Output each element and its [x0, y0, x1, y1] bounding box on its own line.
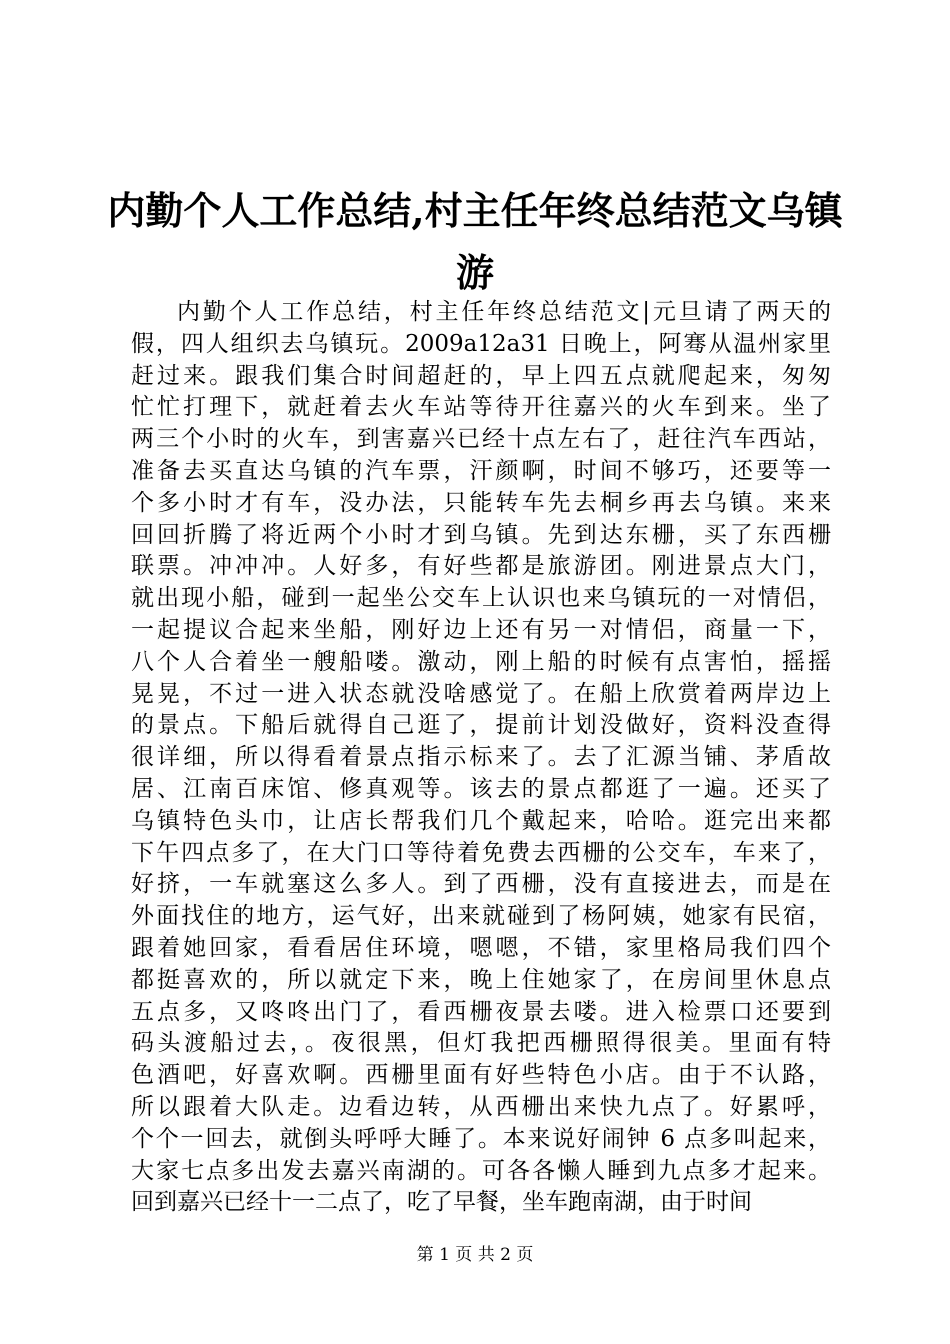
- text-line: 联票。冲冲冲。人好多，有好些都是旅游团。刚进景点大门，: [131, 553, 831, 580]
- text-line: 内勤个人工作总结，村主任年终总结范文|元旦请了两天的: [177, 299, 831, 325]
- title-line-2: 游: [455, 250, 494, 295]
- text-line: 外面找住的地方，运气好，出来就碰到了杨阿姨，她家有民宿，: [131, 903, 831, 930]
- text-line: 一起提议合起来坐船，刚好边上还有另一对情侣，商量一下，: [131, 616, 831, 643]
- text-line: 两三个小时的火车，到害嘉兴已经十点左右了，赶往汽车西站，: [131, 426, 831, 453]
- text-line: 回到嘉兴已经十一二点了，吃了早餐，坐车跑南湖，由于时间: [131, 1189, 752, 1216]
- text-line: 晃晃，不过一进入状态就没啥感觉了。在船上欣赏着两岸边上: [131, 680, 831, 707]
- page-number-footer: 第 1 页 共 2 页: [416, 1245, 534, 1265]
- text-line: 个个一回去，就倒头呼呼大睡了。本来说好闹钟 6 点多叫起来，: [131, 1125, 831, 1152]
- text-line: 就出现小船，碰到一起坐公交车上认识也来乌镇玩的一对情侣，: [131, 585, 831, 612]
- title-line-1: 内勤个人工作总结,村主任年终总结范文乌镇: [107, 188, 843, 233]
- text-line: 赶过来。跟我们集合时间超赶的，早上四五点就爬起来，匆匆: [131, 362, 831, 389]
- text-line: 所以跟着大队走。边看边转，从西栅出来快九点了。好累呼，: [131, 1093, 831, 1120]
- text-line: 好挤，一车就塞这么多人。到了西栅，没有直接进去，而是在: [131, 871, 831, 898]
- text-line: 忙忙打理下，就赶着去火车站等待开往嘉兴的火车到来。坐了: [131, 394, 831, 421]
- text-line: 回回折腾了将近两个小时才到乌镇。先到达东栅，买了东西栅: [131, 521, 831, 548]
- body-paragraph: [131, 297, 831, 1219]
- text-line: 色酒吧，好喜欢啊。西栅里面有好些特色小店。由于不认路，: [131, 1062, 831, 1089]
- text-line: 都挺喜欢的，所以就定下来，晚上住她家了，在房间里休息点: [131, 966, 831, 993]
- text-line: 跟着她回家，看看居住环境，嗯嗯，不错，家里格局我们四个: [131, 934, 831, 961]
- text-line: 很详细，所以得看着景点指示标来了。去了汇源当铺、茅盾故: [131, 744, 831, 771]
- text-line: 假，四人组织去乌镇玩。2009a12a31 日晚上，阿骞从温州家里: [131, 330, 831, 357]
- text-line: 码头渡船过去，。夜很黑，但灯我把西栅照得很美。里面有特: [131, 1030, 831, 1057]
- text-line: 准备去买直达乌镇的汽车票，汗颜啊，时间不够巧，还要等一: [131, 457, 831, 484]
- text-line: 乌镇特色头巾，让店长帮我们几个戴起来，哈哈。逛完出来都: [131, 807, 831, 834]
- text-line: 大家七点多出发去嘉兴南湖的。可各各懒人睡到九点多才起来。: [131, 1157, 831, 1184]
- text-line: 下午四点多了，在大门口等待着免费去西栅的公交车，车来了，: [131, 839, 831, 866]
- text-line: 个多小时才有车，没办法，只能转车先去桐乡再去乌镇。来来: [131, 489, 831, 516]
- text-line: 五点多，又咚咚出门了，看西栅夜景去喽。进入检票口还要到: [131, 998, 831, 1025]
- text-line: 居、江南百床馆、修真观等。该去的景点都逛了一遍。还买了: [131, 775, 831, 802]
- text-line: 的景点。下船后就得自己逛了，提前计划没做好，资料没查得: [131, 712, 831, 739]
- page-title: [0, 180, 950, 304]
- text-line: 八个人合着坐一艘船喽。激动，刚上船的时候有点害怕，摇摇: [131, 648, 831, 675]
